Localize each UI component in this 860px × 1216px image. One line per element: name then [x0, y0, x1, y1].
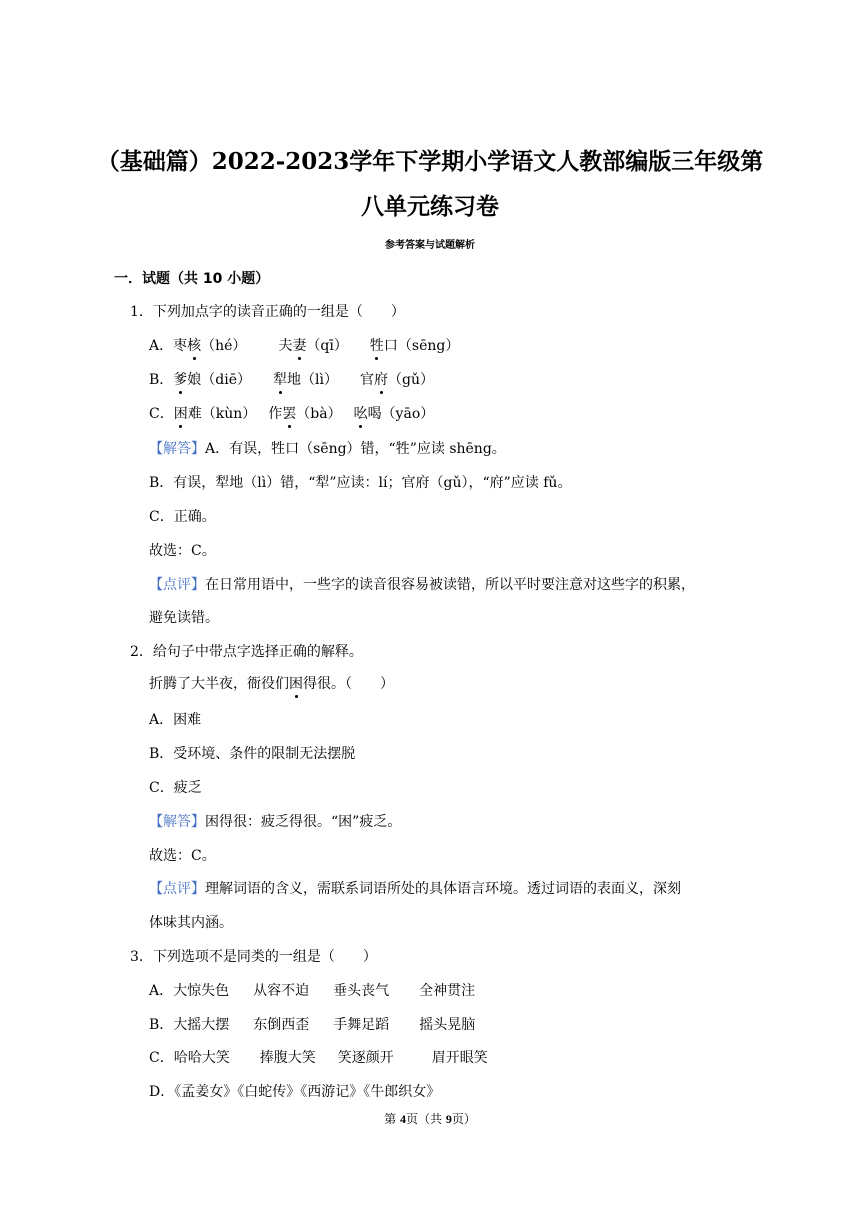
dotted-char: 犁	[273, 372, 288, 388]
question-2-comment-cont: 体味其内涵。	[149, 915, 233, 931]
document-title-line1: （基础篇）2022-2023学年下学期小学语文人教部编版三年级第	[96, 148, 764, 175]
option-text: B．	[149, 372, 174, 388]
document-title-line2: 八单元练习卷	[361, 193, 499, 220]
comment-text: 在日常用语中，一些字的读音很容易被读错，所以平时要注意对这些字的积累，	[205, 577, 695, 593]
question-1-answer	[149, 439, 506, 459]
page-total: 9	[445, 1112, 452, 1126]
footer-text: 页）	[451, 1112, 476, 1126]
question-1-answer-b: B．有误，犁地（lì）错，“犁”应读：lí；官府（gǔ），“府”应读 fǔ。	[149, 475, 572, 491]
option-text: （bà）	[296, 406, 342, 422]
question-1-answer-c: C．正确。	[149, 509, 216, 525]
page-number: 4	[399, 1112, 406, 1126]
answer-tag: 【解答】	[149, 441, 205, 457]
option-text: C．	[149, 406, 174, 422]
question-3-option-c	[149, 1048, 488, 1068]
answer-text: A．有误，牲口（sēng）错，“牲”应读 shēng。	[205, 441, 506, 457]
question-1-stem: 1．下列加点字的读音正确的一组是（ ）	[130, 304, 405, 320]
option-text: 作	[268, 406, 283, 422]
dotted-char: 妻	[292, 338, 307, 354]
option-text: 口（sēng）	[383, 338, 460, 354]
dotted-char: 牲	[369, 338, 384, 354]
question-2-option-a: A．困难	[149, 712, 202, 728]
question-3-stem: 3．下列选项不是同类的一组是（ ）	[130, 949, 377, 965]
footer-text: 页（共	[405, 1112, 446, 1126]
question-1-choice: 故选：C。	[149, 543, 216, 559]
dotted-char: 吆	[353, 406, 368, 422]
question-1-comment	[149, 575, 695, 595]
option-text: 官	[360, 372, 374, 388]
question-3-option-d: D．《孟姜女》《白蛇传》《西游记》《牛郎织女》	[149, 1084, 441, 1100]
answer-text: 困得很：疲乏得很。“困”疲乏。	[205, 814, 402, 830]
footer-text: 第	[384, 1112, 400, 1126]
document-subtitle: 参考答案与试题解析	[385, 240, 475, 251]
question-2-stem: 2．给句子中带点字选择正确的解释。	[130, 644, 363, 660]
question-1-option-b	[149, 370, 434, 390]
question-2-sentence	[149, 674, 394, 694]
question-2-option-b: B．受环境、条件的限制无法摆脱	[149, 746, 356, 762]
option-text: 手舞足蹈	[333, 1017, 390, 1033]
option-text: 笑逐颜开	[337, 1050, 394, 1066]
comment-tag: 【点评】	[149, 881, 205, 897]
option-text: （gǔ）	[388, 372, 434, 388]
dotted-char: 核	[187, 338, 202, 354]
sentence-text: 折腾了大半夜，衙役们	[149, 676, 289, 692]
option-text: 从容不迫	[253, 983, 310, 999]
option-text: 东倒西歪	[253, 1017, 310, 1033]
option-text: A．大惊失色	[149, 983, 230, 999]
comment-text: 理解词语的含义，需联系词语所处的具体语言环境。透过词语的表面义，深刻	[205, 881, 681, 897]
option-text: B．大摇大摆	[149, 1017, 230, 1033]
question-1-option-a	[149, 336, 459, 356]
dotted-char: 罢	[282, 406, 297, 422]
question-2-choice: 故选：C。	[149, 848, 216, 864]
option-text: 难（kùn）	[187, 406, 257, 422]
dotted-char: 府	[374, 372, 388, 388]
option-text: 摇头晃脑	[419, 1017, 476, 1033]
comment-tag: 【点评】	[149, 577, 205, 593]
option-text: 夫	[278, 338, 293, 354]
option-text: 捧腹大笑	[259, 1050, 316, 1066]
option-text: 全神贯注	[419, 983, 476, 999]
section-heading: 一．试题（共 10 小题）	[114, 271, 270, 287]
answer-tag: 【解答】	[149, 814, 205, 830]
dotted-char: 困	[289, 676, 303, 692]
option-text: 地（lì）	[287, 372, 338, 388]
option-text: 娘（diē）	[187, 372, 252, 388]
option-text: 喝（yāo）	[367, 406, 435, 422]
option-text: 垂头丧气	[333, 983, 390, 999]
question-2-option-c: C．疲乏	[149, 780, 202, 796]
question-3-option-a	[149, 981, 475, 1001]
option-text: C．哈哈大笑	[149, 1050, 230, 1066]
question-2-comment	[149, 879, 681, 899]
option-text: （qī）	[306, 338, 348, 354]
sentence-text: 得很。（ ）	[303, 676, 394, 692]
question-3-option-b	[149, 1015, 475, 1035]
dotted-char: 困	[173, 406, 188, 422]
option-text: 眉开眼笑	[431, 1050, 488, 1066]
dotted-char: 爹	[173, 372, 188, 388]
question-1-comment-cont: 避免读错。	[149, 610, 219, 626]
option-text: （hé）	[201, 338, 247, 354]
question-1-option-c	[149, 404, 434, 424]
question-2-answer	[149, 812, 401, 832]
page-footer	[0, 1110, 860, 1127]
option-text: A．枣	[149, 338, 188, 354]
